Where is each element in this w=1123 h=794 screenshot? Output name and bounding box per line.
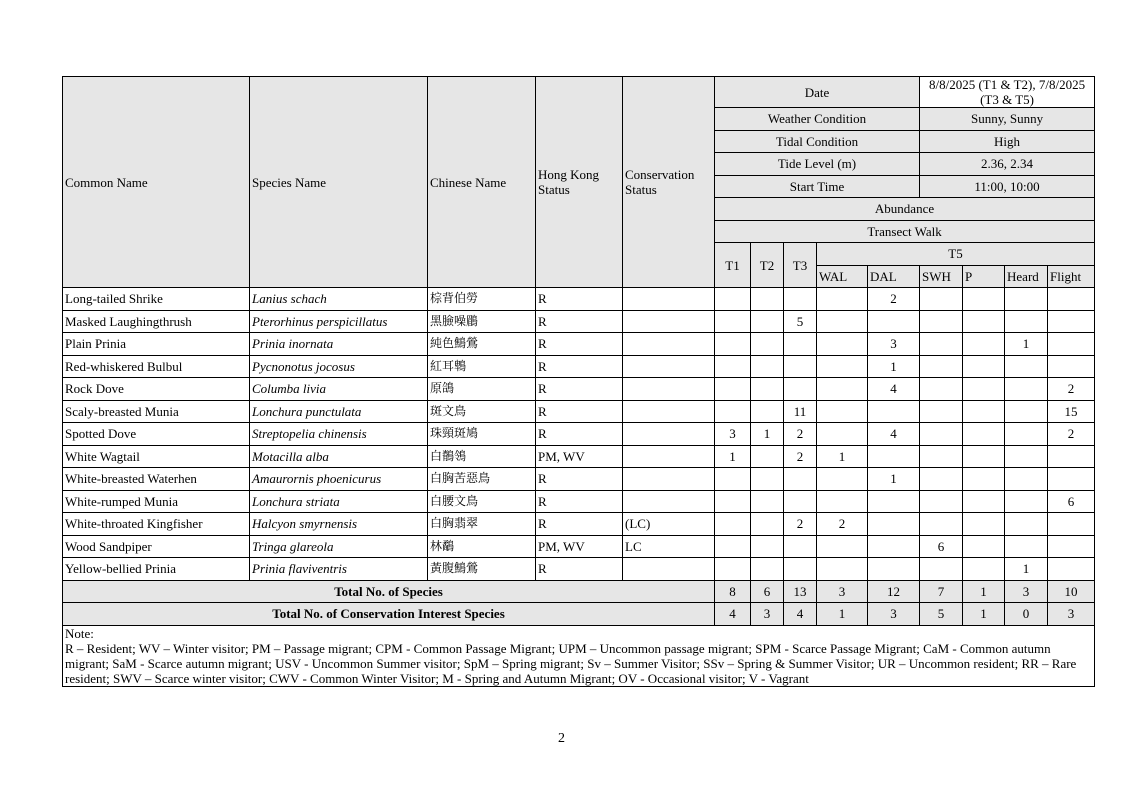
count-cell: 6 [1048, 490, 1095, 513]
count-cell [868, 445, 920, 468]
col-header-p: P [963, 265, 1005, 288]
count-cell [817, 558, 868, 581]
hk-status-cell: PM, WV [536, 445, 623, 468]
common-name-cell: White Wagtail [63, 445, 250, 468]
conservation-status-cell [623, 310, 715, 333]
count-cell [715, 378, 751, 401]
total-conservation-value: 3 [1048, 603, 1095, 626]
count-cell [715, 558, 751, 581]
count-cell [751, 400, 784, 423]
total-conservation-value: 4 [784, 603, 817, 626]
count-cell: 1 [868, 468, 920, 491]
count-cell [920, 400, 963, 423]
count-cell [715, 535, 751, 558]
page-number: 2 [558, 731, 565, 746]
count-cell [963, 535, 1005, 558]
count-cell: 4 [868, 378, 920, 401]
count-cell [920, 288, 963, 311]
count-cell [1005, 468, 1048, 491]
common-name-cell: White-breasted Waterhen [63, 468, 250, 491]
count-cell [963, 445, 1005, 468]
total-conservation-value: 1 [963, 603, 1005, 626]
count-cell [963, 490, 1005, 513]
count-cell [963, 333, 1005, 356]
count-cell [920, 355, 963, 378]
count-cell: 6 [920, 535, 963, 558]
count-cell [920, 333, 963, 356]
count-cell: 2 [1048, 423, 1095, 446]
table-row [63, 513, 1095, 536]
count-cell [963, 423, 1005, 446]
count-cell: 1 [1005, 558, 1048, 581]
species-name-cell: Amaurornis phoenicurus [250, 468, 428, 491]
count-cell: 2 [784, 513, 817, 536]
count-cell: 5 [784, 310, 817, 333]
col-header-hk-status: Hong Kong Status [536, 77, 623, 288]
count-cell: 1 [1005, 333, 1048, 356]
chinese-name-cell: 白胸翡翠 [428, 513, 536, 536]
count-cell: 4 [868, 423, 920, 446]
count-cell [1005, 445, 1048, 468]
count-cell [868, 558, 920, 581]
table-row [63, 535, 1095, 558]
date-label: Date [715, 77, 920, 108]
count-cell [715, 333, 751, 356]
count-cell [920, 378, 963, 401]
chinese-name-cell: 黑臉噪鶥 [428, 310, 536, 333]
common-name-cell: Masked Laughingthrush [63, 310, 250, 333]
col-header-dal: DAL [868, 265, 920, 288]
conservation-status-cell [623, 490, 715, 513]
common-name-cell: Long-tailed Shrike [63, 288, 250, 311]
chinese-name-cell: 白腰文鳥 [428, 490, 536, 513]
species-name-cell: Prinia flaviventris [250, 558, 428, 581]
conservation-status-cell [623, 558, 715, 581]
species-name-cell: Halcyon smyrnensis [250, 513, 428, 536]
hk-status-cell: R [536, 513, 623, 536]
species-name-cell: Lonchura punctulata [250, 400, 428, 423]
conservation-status-cell [623, 333, 715, 356]
hk-status-cell: R [536, 288, 623, 311]
col-header-flight: Flight [1048, 265, 1095, 288]
col-header-t5: T5 [817, 243, 1095, 266]
hk-status-cell: PM, WV [536, 535, 623, 558]
note-text: R – Resident; WV – Winter visitor; PM – Passage migrant; CPM - Common Passage Migrant; UPM – Uncommon passage migrant; SPM - Scarce Passage Migrant; CaM - Common autumn migrant; SaM - Scarce autumn migrant; USV - Uncommon Summer visitor; SpM – Spring migrant; Sv – Summer Visitor; SSv – Spring & Summer Visitor; UR – Uncommon resident; RR – Rare resident; SWV – Scarce winter visitor; CWV - Common Winter Visitor; M - Spring and Autumn Migrant; OV - Occasional visitor; V - Vagrant [65, 640, 1077, 686]
total-conservation-value: 5 [920, 603, 963, 626]
count-cell [1005, 310, 1048, 333]
count-cell [751, 558, 784, 581]
chinese-name-cell: 林鷸 [428, 535, 536, 558]
weather-label: Weather Condition [715, 108, 920, 131]
count-cell [1048, 513, 1095, 536]
count-cell [963, 468, 1005, 491]
conservation-status-cell [623, 445, 715, 468]
count-cell [751, 378, 784, 401]
species-name-cell: Lanius schach [250, 288, 428, 311]
count-cell: 2 [784, 423, 817, 446]
count-cell: 1 [715, 445, 751, 468]
col-header-conservation-status: Conservation Status [623, 77, 715, 288]
count-cell [1048, 558, 1095, 581]
table-row [63, 378, 1095, 401]
table-row [63, 558, 1095, 581]
count-cell [1005, 400, 1048, 423]
chinese-name-cell: 純色鷦鶯 [428, 333, 536, 356]
count-cell [1048, 288, 1095, 311]
species-name-cell: Pycnonotus jocosus [250, 355, 428, 378]
count-cell [1005, 378, 1048, 401]
table-row [63, 355, 1095, 378]
hk-status-cell: R [536, 333, 623, 356]
note-box [63, 625, 1095, 686]
count-cell: 2 [784, 445, 817, 468]
total-species-value: 3 [817, 580, 868, 603]
species-name-cell: Streptopelia chinensis [250, 423, 428, 446]
col-header-t2: T2 [751, 243, 784, 288]
count-cell [963, 400, 1005, 423]
count-cell [784, 535, 817, 558]
col-header-chinese-name: Chinese Name [428, 77, 536, 288]
total-species-value: 1 [963, 580, 1005, 603]
count-cell [784, 355, 817, 378]
hk-status-cell: R [536, 310, 623, 333]
count-cell [963, 378, 1005, 401]
table-row [63, 445, 1095, 468]
count-cell [817, 490, 868, 513]
common-name-cell: Yellow-bellied Prinia [63, 558, 250, 581]
species-name-cell: Pterorhinus perspicillatus [250, 310, 428, 333]
count-cell [715, 288, 751, 311]
conservation-status-cell [623, 355, 715, 378]
bird-survey-table [62, 76, 1095, 687]
total-conservation-value: 1 [817, 603, 868, 626]
count-cell [817, 535, 868, 558]
count-cell [784, 558, 817, 581]
count-cell [1048, 355, 1095, 378]
count-cell [868, 535, 920, 558]
total-species-value: 13 [784, 580, 817, 603]
total-conservation-value: 4 [715, 603, 751, 626]
count-cell: 2 [868, 288, 920, 311]
chinese-name-cell: 白胸苦惡鳥 [428, 468, 536, 491]
count-cell [784, 378, 817, 401]
col-header-t3: T3 [784, 243, 817, 288]
count-cell [920, 310, 963, 333]
species-name-cell: Columba livia [250, 378, 428, 401]
count-cell: 1 [751, 423, 784, 446]
species-name-cell: Tringa glareola [250, 535, 428, 558]
common-name-cell: Wood Sandpiper [63, 535, 250, 558]
count-cell [1048, 535, 1095, 558]
count-cell [963, 310, 1005, 333]
count-cell [1048, 468, 1095, 491]
species-name-cell: Motacilla alba [250, 445, 428, 468]
count-cell: 3 [715, 423, 751, 446]
count-cell [1005, 535, 1048, 558]
count-cell [817, 288, 868, 311]
count-cell [784, 288, 817, 311]
count-cell [751, 355, 784, 378]
count-cell [751, 445, 784, 468]
count-cell [868, 490, 920, 513]
common-name-cell: Rock Dove [63, 378, 250, 401]
table-row [63, 333, 1095, 356]
count-cell [817, 400, 868, 423]
total-conservation-value: 3 [751, 603, 784, 626]
count-cell [1048, 310, 1095, 333]
common-name-cell: White-rumped Munia [63, 490, 250, 513]
count-cell [751, 513, 784, 536]
conservation-status-cell [623, 378, 715, 401]
conservation-status-cell [623, 288, 715, 311]
transect-walk-header: Transect Walk [715, 220, 1095, 243]
table-row [63, 490, 1095, 513]
abundance-header: Abundance [715, 198, 1095, 221]
start-time-value: 11:00, 10:00 [920, 175, 1095, 198]
count-cell [715, 400, 751, 423]
total-species-value: 6 [751, 580, 784, 603]
count-cell [817, 378, 868, 401]
col-header-heard: Heard [1005, 265, 1048, 288]
total-species-value: 7 [920, 580, 963, 603]
total-species-value: 3 [1005, 580, 1048, 603]
hk-status-cell: R [536, 558, 623, 581]
count-cell [868, 310, 920, 333]
count-cell [817, 423, 868, 446]
count-cell: 3 [868, 333, 920, 356]
total-species-value: 10 [1048, 580, 1095, 603]
date-value: 8/8/2025 (T1 & T2), 7/8/2025 (T3 & T5) [920, 77, 1095, 108]
count-cell [963, 513, 1005, 536]
chinese-name-cell: 珠頸斑鳩 [428, 423, 536, 446]
table-row [63, 288, 1095, 311]
count-cell [920, 445, 963, 468]
count-cell [920, 513, 963, 536]
count-cell [784, 333, 817, 356]
count-cell [1048, 333, 1095, 356]
conservation-status-cell: (LC) [623, 513, 715, 536]
species-name-cell: Lonchura striata [250, 490, 428, 513]
chinese-name-cell: 斑文鳥 [428, 400, 536, 423]
count-cell [1005, 423, 1048, 446]
conservation-status-cell [623, 468, 715, 491]
count-cell [1005, 288, 1048, 311]
chinese-name-cell: 紅耳鵯 [428, 355, 536, 378]
count-cell [817, 333, 868, 356]
start-time-label: Start Time [715, 175, 920, 198]
count-cell [715, 513, 751, 536]
tide-level-value: 2.36, 2.34 [920, 153, 1095, 176]
count-cell: 15 [1048, 400, 1095, 423]
total-conservation-value: 0 [1005, 603, 1048, 626]
total-species-label: Total No. of Species [63, 580, 715, 603]
table-row [63, 310, 1095, 333]
col-header-wal: WAL [817, 265, 868, 288]
count-cell: 1 [868, 355, 920, 378]
tide-level-label: Tide Level (m) [715, 153, 920, 176]
count-cell [817, 310, 868, 333]
count-cell [784, 490, 817, 513]
count-cell [751, 310, 784, 333]
common-name-cell: Plain Prinia [63, 333, 250, 356]
col-header-common-name: Common Name [63, 77, 250, 288]
chinese-name-cell: 棕背伯勞 [428, 288, 536, 311]
count-cell [751, 535, 784, 558]
common-name-cell: Red-whiskered Bulbul [63, 355, 250, 378]
common-name-cell: White-throated Kingfisher [63, 513, 250, 536]
tidal-value: High [920, 130, 1095, 153]
count-cell: 11 [784, 400, 817, 423]
count-cell [963, 558, 1005, 581]
chinese-name-cell: 原鴿 [428, 378, 536, 401]
count-cell [1005, 355, 1048, 378]
count-cell [715, 490, 751, 513]
total-species-value: 12 [868, 580, 920, 603]
count-cell [1005, 490, 1048, 513]
hk-status-cell: R [536, 355, 623, 378]
common-name-cell: Spotted Dove [63, 423, 250, 446]
table-row [63, 400, 1095, 423]
species-name-cell: Prinia inornata [250, 333, 428, 356]
total-conservation-value: 3 [868, 603, 920, 626]
conservation-status-cell [623, 400, 715, 423]
count-cell [1005, 513, 1048, 536]
total-species-value: 8 [715, 580, 751, 603]
hk-status-cell: R [536, 378, 623, 401]
count-cell [751, 288, 784, 311]
count-cell: 2 [1048, 378, 1095, 401]
count-cell: 1 [817, 445, 868, 468]
table-row [63, 468, 1095, 491]
chinese-name-cell: 白鶺鴒 [428, 445, 536, 468]
conservation-status-cell: LC [623, 535, 715, 558]
hk-status-cell: R [536, 468, 623, 491]
table-row [63, 423, 1095, 446]
count-cell [920, 468, 963, 491]
count-cell [751, 333, 784, 356]
count-cell [784, 468, 817, 491]
count-cell [751, 490, 784, 513]
count-cell [817, 355, 868, 378]
weather-value: Sunny, Sunny [920, 108, 1095, 131]
hk-status-cell: R [536, 423, 623, 446]
common-name-cell: Scaly-breasted Munia [63, 400, 250, 423]
count-cell: 2 [817, 513, 868, 536]
tidal-label: Tidal Condition [715, 130, 920, 153]
count-cell [920, 423, 963, 446]
count-cell [817, 468, 868, 491]
count-cell [868, 513, 920, 536]
chinese-name-cell: 黃腹鷦鶯 [428, 558, 536, 581]
count-cell [920, 490, 963, 513]
conservation-status-cell [623, 423, 715, 446]
note-title: Note: [65, 625, 94, 641]
count-cell [963, 288, 1005, 311]
count-cell [715, 310, 751, 333]
count-cell [751, 468, 784, 491]
count-cell [963, 355, 1005, 378]
count-cell [715, 355, 751, 378]
col-header-swh: SWH [920, 265, 963, 288]
hk-status-cell: R [536, 490, 623, 513]
col-header-t1: T1 [715, 243, 751, 288]
count-cell [1048, 445, 1095, 468]
count-cell [715, 468, 751, 491]
col-header-species-name: Species Name [250, 77, 428, 288]
count-cell [868, 400, 920, 423]
hk-status-cell: R [536, 400, 623, 423]
count-cell [920, 558, 963, 581]
total-conservation-label: Total No. of Conservation Interest Species [63, 603, 715, 626]
